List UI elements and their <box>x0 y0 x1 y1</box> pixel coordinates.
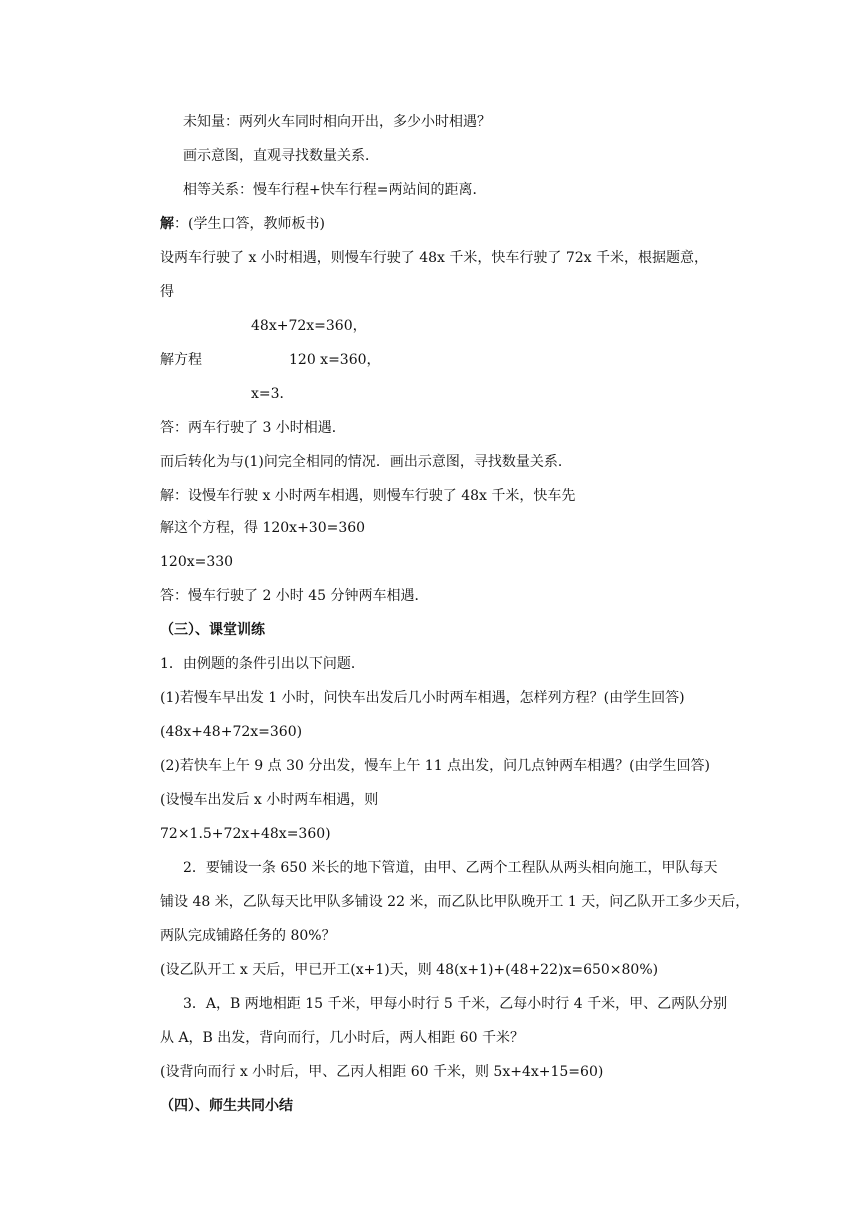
text-line: 铺设 48 米，乙队每天比甲队多铺设 22 米，而乙队比甲队晚开工 1 天，问乙队开工多少天后， <box>160 894 750 910</box>
text-line: (1)若慢车早出发 1 小时，问快车出发后几小时两车相遇，怎样列方程？(由学生回答) <box>160 690 685 706</box>
answer-line: (设乙队开工 x 天后，甲已开工(x+1)天，则 48(x+1)+(48+22)x=650×80%) <box>160 962 659 978</box>
answer-line: (设背向而行 x 小时后，甲、乙丙人相距 60 千米，则 5x+4x+15=60) <box>160 1064 604 1080</box>
answer-line: 72×1.5+72x+48x=360) <box>160 826 331 842</box>
text-line: 得 <box>160 284 174 300</box>
text-line: 2．要铺设一条 650 米长的地下管道，由甲、乙两个工程队从两头相向施工，甲队每天 <box>183 860 718 876</box>
answer-line: (设慢车出发后 x 小时两车相遇，则 <box>160 792 379 808</box>
text-line: 答：慢车行驶了 2 小时 45 分钟两车相遇． <box>160 588 429 604</box>
text-line: 答：两车行驶了 3 小时相遇． <box>160 420 346 436</box>
text-line: 1．由例题的条件引出以下问题． <box>160 656 365 672</box>
equation-line: 48x+72x=360， <box>251 318 367 334</box>
section-heading: （四）、师生共同小结 <box>160 1098 293 1114</box>
text-line: 相等关系：慢车行程+快车行程=两站间的距离． <box>183 182 487 198</box>
equation-line: 120x=330 <box>160 554 234 570</box>
text-line: 3．A，B 两地相距 15 千米，甲每小时行 5 千米，乙每小时行 4 千米，甲、乙两队分别 <box>183 996 728 1012</box>
text-line: 画示意图，直观寻找数量关系． <box>183 148 379 164</box>
section-heading: （三）、课堂训练 <box>160 622 265 638</box>
text-span: ：(学生口答，教师板书) <box>174 216 325 232</box>
text-line: 解：设慢车行驶 x 小时两车相遇，则慢车行驶了 48x 千米，快车先 <box>160 488 576 504</box>
text-line: (2)若快车上午 9 点 30 分出发，慢车上午 11 点出发，问几点钟两车相遇？(由学生回答) <box>160 758 710 774</box>
equation-line: 120 x=360， <box>289 352 381 368</box>
text-line: 解这个方程，得 120x+30=360 <box>160 520 366 536</box>
text-line: 未知量：两列火车同时相向开出，多少小时相遇？ <box>183 114 491 130</box>
answer-line: (48x+48+72x=360) <box>160 724 303 740</box>
equation-line: x=3． <box>251 386 294 402</box>
text-line: 两队完成铺路任务的 80%？ <box>160 928 336 944</box>
text-line <box>160 214 325 234</box>
solution-label: 解 <box>160 216 174 232</box>
text-line: 设两车行驶了 x 小时相遇，则慢车行驶了 48x 千米，快车行驶了 72x 千米，根据题意， <box>160 250 709 266</box>
text-line: 而后转化为与(1)问完全相同的情况．画出示意图，寻找数量关系． <box>160 454 572 470</box>
text-line: 从 A，B 出发，背向而行，几小时后，两人相距 60 千米？ <box>160 1030 525 1046</box>
text-line: 解方程 <box>160 352 202 368</box>
